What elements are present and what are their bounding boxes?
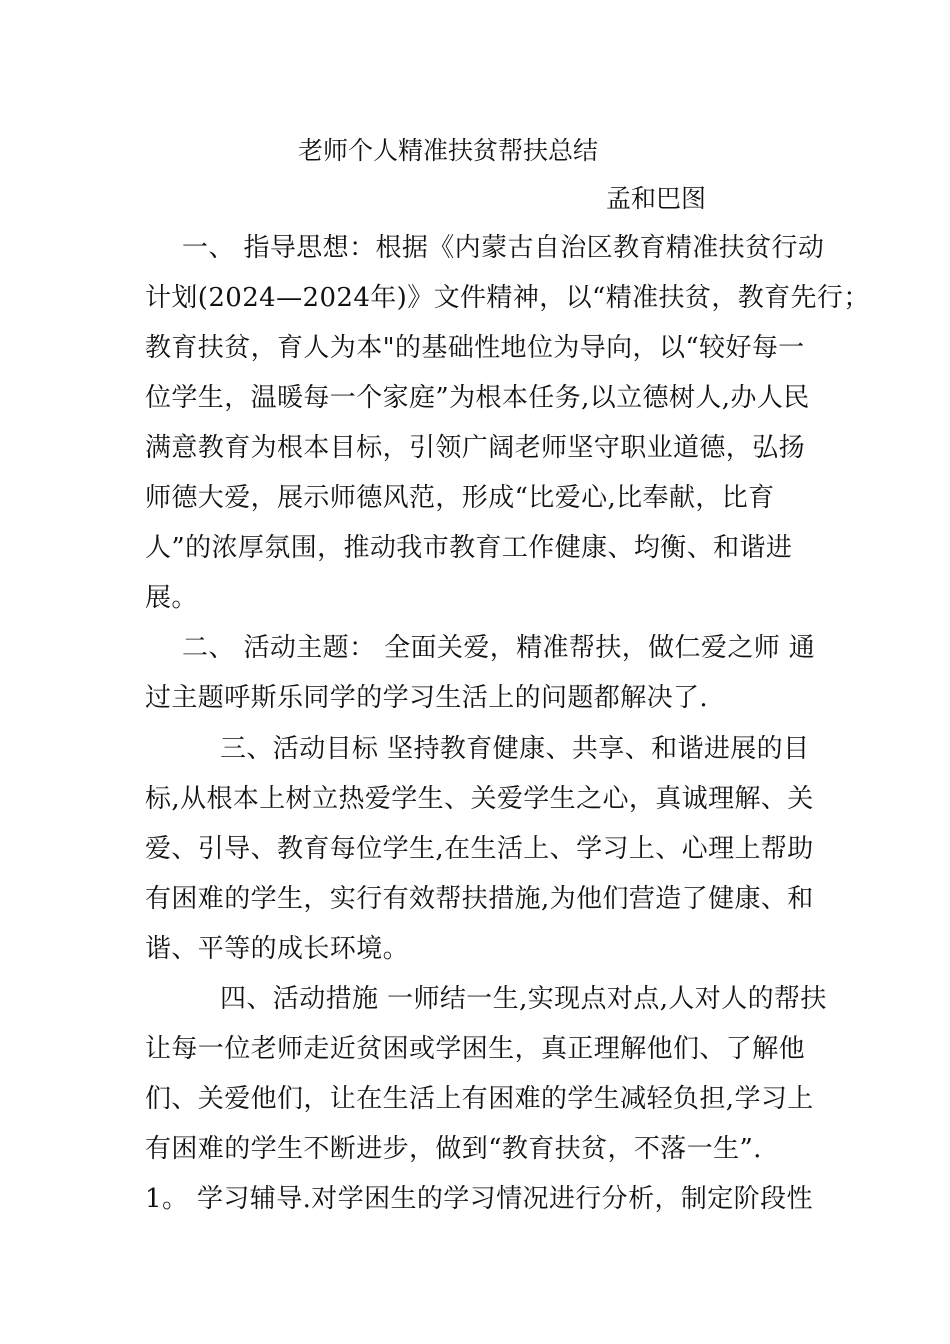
paragraph-line: 位学生，温暖每一个家庭”为根本任务,以立德树人,办人民 [145, 383, 810, 413]
paragraph-line: 标,从根本上树立热爱学生、关爱学生之心，真诚理解、关 [145, 784, 814, 814]
paragraph-line: 计划(2024—2024年)》文件精神，以“精准扶贫，教育先行； [145, 283, 870, 313]
paragraph-line: 1。 学习辅导.对学困生的学习情况进行分析，制定阶段性 [145, 1184, 813, 1214]
paragraph-line: 有困难的学生不断进步，做到“教育扶贫，不落一生”. [145, 1134, 762, 1164]
paragraph-line: 谐、平等的成长环境。 [145, 934, 410, 964]
paragraph-line: 三、活动目标 坚持教育健康、共享、和谐进展的目 [220, 734, 810, 764]
paragraph-line: 教育扶贫，育人为本"的基础性地位为导向，以“较好每一 [145, 333, 805, 363]
paragraph-line: 们、关爱他们，让在生活上有困难的学生减轻负担,学习上 [145, 1084, 814, 1114]
document-title: 老师个人精准扶贫帮扶总结 [298, 136, 599, 165]
paragraph-line: 爱、引导、教育每位学生,在生活上、学习上、心理上帮助 [145, 834, 814, 864]
paragraph-line: 过主题呼斯乐同学的学习生活上的问题都解决了. [145, 683, 709, 713]
paragraph-line: 展。 [145, 583, 198, 613]
paragraph-line: 师德大爱，展示师德风范，形成“比爱心,比奉献，比育 [145, 483, 775, 513]
paragraph-line: 四、活动措施 一师结一生,实现点对点,人对人的帮扶 [220, 984, 827, 1014]
paragraph-line: 有困难的学生，实行有效帮扶措施,为他们营造了健康、和 [145, 884, 814, 914]
paragraph-line: 满意教育为根本目标，引领广阔老师坚守职业道德，弘扬 [145, 433, 806, 463]
paragraph-line: 二、 活动主题： 全面关爱，精准帮扶，做仁爱之师 通 [182, 633, 816, 663]
paragraph-line: 让每一位老师走近贫困或学困生，真正理解他们、了解他 [145, 1034, 806, 1064]
paragraph-line: 一、 指导思想：根据《内蒙古自治区教育精准扶贫行动 [182, 233, 825, 263]
document-author: 孟和巴图 [606, 184, 707, 213]
paragraph-line: 人”的浓厚氛围，推动我市教育工作健康、均衡、和谐进 [145, 533, 793, 563]
